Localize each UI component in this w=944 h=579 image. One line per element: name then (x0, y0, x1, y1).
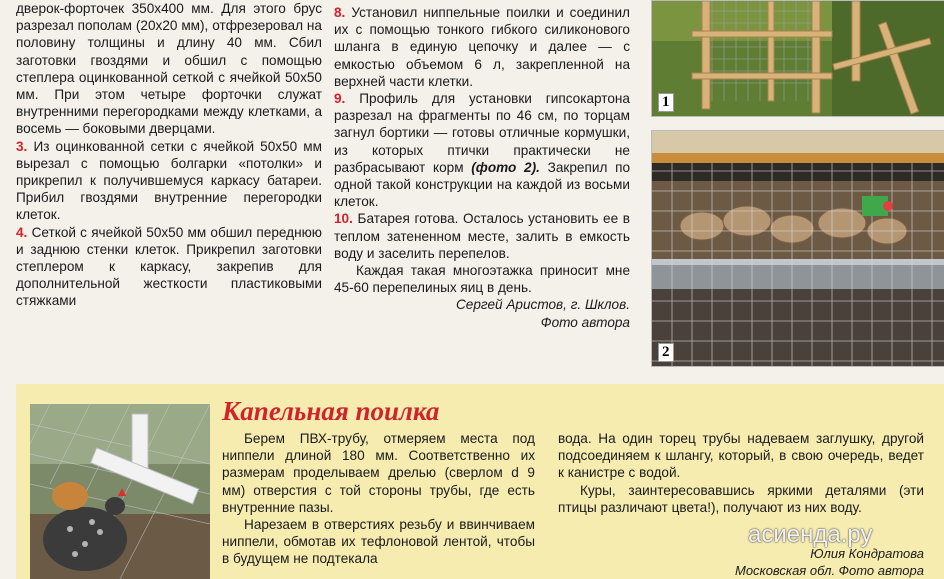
photo-quail-cages (651, 130, 944, 367)
quail-cages-illustration (652, 131, 944, 366)
step-number-4: 4. (16, 224, 28, 240)
watermark-logo (748, 521, 872, 549)
step-4-text: Сеткой с ячейкой 50х50 мм обшил переднюю и заднюю стенки клеток. Прикрепил заготовки степлером к каркасу, закрепив для дополнительной жесткости пластиковыми стяжками (16, 224, 322, 309)
paragraph-step-10 (334, 210, 630, 262)
step-8-text: Установил ниппельные поилки и соединил их с помощью тонкого гибкого силиконового шланга в единую цепочку и далее — с емкостью объемом 6 л, закрепленной на верхней части клетки. (334, 5, 630, 89)
photo-number-1: 1 (658, 93, 674, 112)
paragraph-step-9 (334, 90, 630, 210)
watermark-text: асиенда.ру (748, 521, 873, 548)
box-paragraph-4: Куры, заинтересовавшись яркими деталями (эти птицы различают цвета!), получают из них воду. (558, 482, 924, 515)
step-number-3: 3. (16, 138, 28, 154)
paragraph-step-8 (334, 4, 630, 90)
paragraph-conclusion: Каждая такая многоэтажка приносит мне 45-60 перепелиных яиц в день. (334, 263, 630, 296)
cage-frame-illustration (652, 1, 944, 116)
step-9-text-b: Закрепил по одной такой конструкции на каждой из восьми клеток. (334, 159, 631, 210)
step-3-text: Из оцинкованной сетки с ячейкой 50х50 мм вырезал с помощью болгарки «потолки» и прикрепил к получившемуся каркасу батареи. Прибил гвоздями внутренние перегородки клеток. (16, 138, 322, 223)
photo-drip-drinker (30, 404, 210, 579)
box-paragraph-3: вода. На один торец трубы надеваем заглушку, другой подсоединяем к шлангу, который, в свою очередь, ведет к канистре с водой. (558, 431, 924, 481)
photo-number-2: 2 (658, 343, 674, 362)
box-column-left (222, 430, 535, 568)
step-9-text-a: Профиль для установки гипсокартона разрезал на фрагменты по 46 см, по торцам загнул бортики — готовы отличные кормушки, из которых птички практически не разбрасывают корм (334, 91, 630, 175)
box-paragraph-1: Берем ПВХ-трубу, отмеряем места под ниппели длиной 180 мм. Соответственно их размерам проделываем дрелью (сверлом d 9 мм) отверстия с той стороны трубы, где есть внутренние пазы. (222, 431, 535, 515)
article-column-left (16, 0, 322, 310)
step-number-8: 8. (334, 5, 346, 20)
box-paragraph-2: Нарезаем в отверстиях резьбу и ввинчиваем ниппели, обмотав их тефлоновой лентой, чтобы в будущем не подтекала (222, 517, 535, 567)
drip-drinker-illustration (30, 404, 210, 579)
box-author: Юлия Кондратова (810, 546, 924, 561)
box-signature (558, 545, 924, 579)
paragraph-step-3 (16, 138, 322, 224)
paragraph-step-2: дверок-форточек 350х400 мм. Для этого брус разрезал пополам (20х20 мм), отфрезеровал на половину толщины и длину 40 мм. Сбил заготовки гвоздями и обшил с помощью степлера оцинкованной сеткой с ячейкой 50х50 мм. При этом четыре форточки служат внутренними перегородками между клетками, а восемь — боковыми дверцами. (16, 1, 322, 137)
photo-credit: Фото автора (540, 314, 630, 330)
photo-reference: (фото 2). (471, 159, 540, 175)
box-column-right (558, 430, 924, 516)
article-author: Сергей Аристов, г. Шклов. (455, 297, 630, 313)
step-number-10: 10. (334, 211, 353, 227)
paragraph-step-4 (16, 224, 322, 310)
article-column-right (334, 4, 630, 331)
box-credit: Московская обл. Фото автора (735, 563, 924, 578)
step-number-9: 9. (334, 91, 346, 107)
step-10-text: Батарея готова. Осталось установить ее в теплом затененном месте, залить в емкость воду и заселить перепелов. (334, 211, 631, 261)
photo-cage-frame (651, 0, 944, 117)
box-title: Капельная поилка (222, 396, 440, 426)
